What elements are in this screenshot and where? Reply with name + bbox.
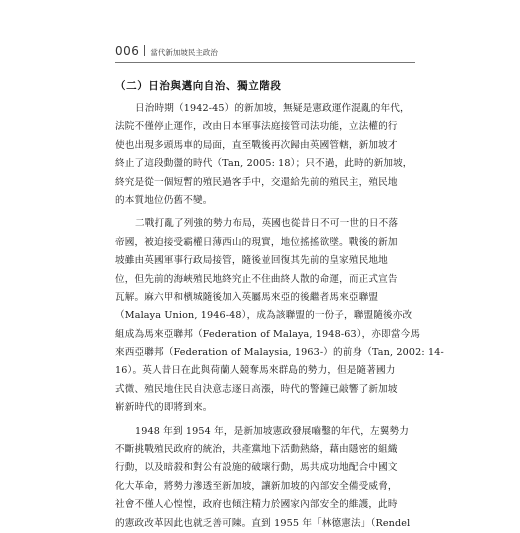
text-line: 式微、殖民地住民自決意志逐日高漲，時代的警鐘已敲響了新加坡: [115, 383, 398, 395]
text-line: 的憲政改革因此也就乏善可陳。直到 1955 年「林德憲法」（Rendel: [115, 517, 411, 529]
text-line: 的本質地位仍舊不變。: [115, 194, 213, 206]
text-line: 終止了這段動盪的時代（Tan, 2005: 18）；只不過，此時的新加坡，: [115, 158, 413, 170]
text-line: 日治時期（1942-45）的新加坡，無疑是憲政運作混亂的年代，: [135, 103, 410, 114]
text-line: 社會不僅人心惶惶，政府也傾注精力於國家內部安全的維護，此時: [115, 499, 398, 511]
text-line: 使也出現多頭馬車的局面，直至戰後再次歸由英國管轄，新加坡才: [115, 139, 398, 151]
section-heading: （二）日治與邁向自治、獨立階段: [115, 80, 282, 92]
text-line: （Malaya Union, 1946-48），成為該聯盟的一份子，聯盟隨後亦改: [115, 310, 413, 322]
running-title: 當代新加坡民主政治: [150, 48, 218, 57]
text-line: 組成為馬來亞聯邦（Federation of Malaya, 1948-63），亦即當今馬: [115, 328, 421, 340]
text-line: 1948 年到 1954 年，是新加坡憲政發展嚙鑿的年代，左翼勢力: [135, 425, 409, 437]
text-line: 化大革命，將勢力滲透至新加坡，讓新加坡的內部安全備受威脅，: [115, 480, 398, 492]
header-rule: [115, 62, 415, 63]
text-line: 位，但先前的海峽殖民地終究止不住曲終人散的命運，而正式宣告: [115, 273, 398, 285]
page-header: [115, 44, 415, 62]
text-line: 帝國，被迫接受霸權日薄西山的現實，地位搖搖欲墜。戰後的新加: [115, 236, 398, 248]
text-line: 終究是從一個短暫的殖民過客手中，交還給先前的殖民主，殖民地: [115, 176, 398, 188]
text-line: 坡雖由英國軍事行政局接管，隨後並回復其先前的皇家殖民地地: [115, 255, 388, 267]
body-text: [115, 100, 444, 533]
text-line: 嶄新時代的即將到來。: [115, 402, 213, 414]
text-line: 來西亞聯邦（Federation of Malaysia, 1963-）的前身（Tan, 2002: 14-: [115, 347, 444, 359]
text-line: 二戰打亂了列強的勢力布局，英國也從昔日不可一世的日不落: [135, 218, 399, 230]
text-line: 16）。英人昔日在此與荷蘭人競奪馬來群島的勢力，但是隨著國力: [115, 365, 396, 377]
text-line: 法院不僅停止運作，改由日本軍事法庭接管司法功能，立法權的行: [115, 121, 398, 133]
text-line: 瓦解。麻六甲和檳城隨後加入英屬馬來亞的後繼者馬來亞聯盟: [115, 291, 379, 303]
text-line: 行動，以及暗殺和對公有設施的破壞行動，馬共成功地配合中國文: [115, 462, 398, 474]
page-number: 006: [115, 44, 140, 58]
header-separator: [144, 45, 145, 56]
text-line: 不斷挑戰殖民政府的統治，共產黨地下活動熱絡，藉由隱密的組織: [115, 444, 398, 456]
